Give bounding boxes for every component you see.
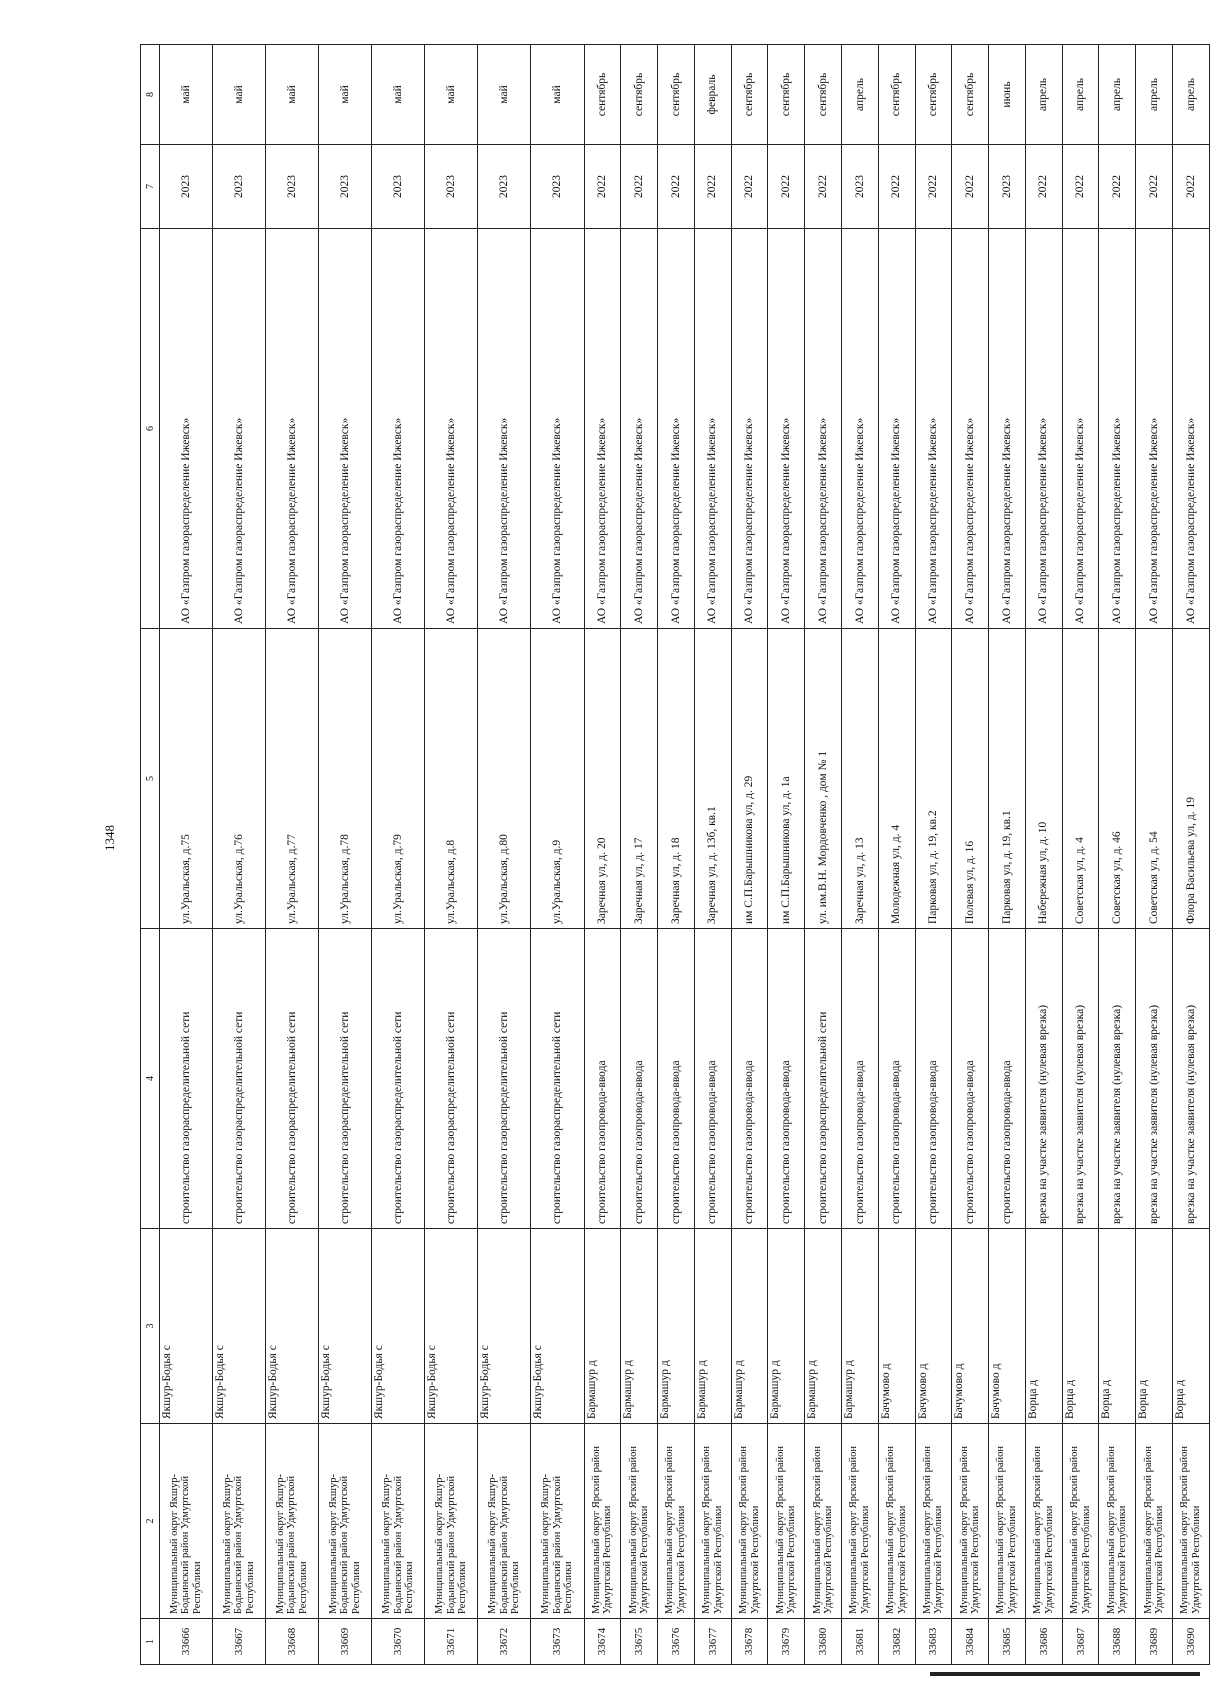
settlement-cell: Якшур-Бодья с <box>425 1229 478 1424</box>
record-number-cell: 33673 <box>531 1619 584 1665</box>
year-cell: 2022 <box>731 145 768 229</box>
month-cell: май <box>319 45 372 145</box>
year-cell: 2022 <box>658 145 695 229</box>
month-cell: сентябрь <box>621 45 658 145</box>
year-cell: 2023 <box>372 145 425 229</box>
record-number-cell: 33680 <box>805 1619 842 1665</box>
table-row <box>731 45 768 1665</box>
address-cell: ул.Уральская, д.80 <box>478 629 531 929</box>
address-cell: Парковая ул, д. 19, кв.1 <box>989 629 1026 929</box>
table-row <box>1025 45 1062 1665</box>
municipality-cell: Муниципальный округ Якшур-Бодьинский район Удмуртской Республики <box>478 1424 531 1619</box>
record-number-cell: 33676 <box>658 1619 695 1665</box>
address-cell: ул. им.В.Н. Мордовченко , дом № 1 <box>805 629 842 929</box>
municipality-cell: Муниципальный округ Ярский район Удмуртской Республики <box>952 1424 989 1619</box>
address-cell: Заречная ул, д. 20 <box>584 629 621 929</box>
address-cell: им С.П.Барышникова ул, д. 29 <box>731 629 768 929</box>
year-cell: 2023 <box>478 145 531 229</box>
settlement-cell: Бармашур д <box>731 1229 768 1424</box>
municipality-cell: Муниципальный округ Ярский район Удмуртской Республики <box>768 1424 805 1619</box>
header-cell: 2 <box>141 1424 160 1619</box>
organization-cell: АО «Газпром газораспределение Ижевск» <box>266 229 319 629</box>
month-cell: апрель <box>1062 45 1099 145</box>
table-row <box>694 45 731 1665</box>
settlement-cell: Якшур-Бодья с <box>266 1229 319 1424</box>
settlement-cell: Бармашур д <box>768 1229 805 1424</box>
table-row <box>952 45 989 1665</box>
address-cell: ул.Уральская, д.75 <box>160 629 213 929</box>
work-type-cell: строительство газопровода-ввода <box>878 929 915 1229</box>
address-cell: ул.Уральская, д.76 <box>213 629 266 929</box>
organization-cell: АО «Газпром газораспределение Ижевск» <box>989 229 1026 629</box>
table-row <box>478 45 531 1665</box>
work-type-cell: врезка на участке заявителя (нулевая врезка) <box>1136 929 1173 1229</box>
organization-cell: АО «Газпром газораспределение Ижевск» <box>878 229 915 629</box>
year-cell: 2022 <box>1099 145 1136 229</box>
rotated-table-wrapper <box>140 45 1210 1665</box>
month-cell: апрель <box>841 45 878 145</box>
municipality-cell: Муниципальный округ Ярский район Удмуртской Республики <box>621 1424 658 1619</box>
organization-cell: АО «Газпром газораспределение Ижевск» <box>915 229 952 629</box>
municipality-cell: Муниципальный округ Ярский район Удмуртской Республики <box>584 1424 621 1619</box>
address-cell: Советская ул, д. 46 <box>1099 629 1136 929</box>
month-cell: май <box>425 45 478 145</box>
table-row <box>621 45 658 1665</box>
settlement-cell: Якшур-Бодья с <box>319 1229 372 1424</box>
table-row <box>1062 45 1099 1665</box>
record-number-cell: 33679 <box>768 1619 805 1665</box>
settlement-cell: Бармашур д <box>584 1229 621 1424</box>
table-row <box>768 45 805 1665</box>
table-row <box>160 45 213 1665</box>
table-row <box>1136 45 1173 1665</box>
work-type-cell: строительство газопровода-ввода <box>768 929 805 1229</box>
month-cell: июнь <box>989 45 1026 145</box>
header-cell: 8 <box>141 45 160 145</box>
settlement-cell: Бачумово д <box>952 1229 989 1424</box>
work-type-cell: строительство газопровода-ввода <box>915 929 952 1229</box>
header-cell: 4 <box>141 929 160 1229</box>
municipality-cell: Муниципальный округ Якшур-Бодьинский район Удмуртской Республики <box>213 1424 266 1619</box>
table-row <box>915 45 952 1665</box>
work-type-cell: строительство газопровода-ввода <box>952 929 989 1229</box>
record-number-cell: 33677 <box>694 1619 731 1665</box>
work-type-cell: строительство газораспределительной сети <box>372 929 425 1229</box>
organization-cell: АО «Газпром газораспределение Ижевск» <box>768 229 805 629</box>
work-type-cell: строительство газораспределительной сети <box>266 929 319 1229</box>
month-cell: февраль <box>694 45 731 145</box>
table-row <box>841 45 878 1665</box>
address-cell: Набережная ул, д. 10 <box>1025 629 1062 929</box>
month-cell: сентябрь <box>768 45 805 145</box>
work-type-cell: врезка на участке заявителя (нулевая врезка) <box>1025 929 1062 1229</box>
address-cell: Полевая ул, д. 16 <box>952 629 989 929</box>
work-type-cell: строительство газораспределительной сети <box>160 929 213 1229</box>
month-cell: май <box>213 45 266 145</box>
organization-cell: АО «Газпром газораспределение Ижевск» <box>805 229 842 629</box>
year-cell: 2023 <box>425 145 478 229</box>
municipality-cell: Муниципальный округ Якшур-Бодьинский район Удмуртской Республики <box>372 1424 425 1619</box>
month-cell: сентябрь <box>805 45 842 145</box>
table-row <box>989 45 1026 1665</box>
address-cell: ул.Уральская, д.8 <box>425 629 478 929</box>
municipality-cell: Муниципальный округ Ярский район Удмуртской Республики <box>1062 1424 1099 1619</box>
month-cell: сентябрь <box>584 45 621 145</box>
organization-cell: АО «Газпром газораспределение Ижевск» <box>1173 229 1210 629</box>
address-cell: Заречная ул, д. 18 <box>658 629 695 929</box>
table-row <box>372 45 425 1665</box>
settlement-cell: Ворца д <box>1062 1229 1099 1424</box>
municipality-cell: Муниципальный округ Ярский район Удмуртской Республики <box>694 1424 731 1619</box>
record-number-cell: 33667 <box>213 1619 266 1665</box>
organization-cell: АО «Газпром газораспределение Ижевск» <box>319 229 372 629</box>
organization-cell: АО «Газпром газораспределение Ижевск» <box>731 229 768 629</box>
year-cell: 2022 <box>1173 145 1210 229</box>
settlement-cell: Бачумово д <box>915 1229 952 1424</box>
settlement-cell: Бачумово д <box>878 1229 915 1424</box>
settlement-cell: Ворца д <box>1173 1229 1210 1424</box>
organization-cell: АО «Газпром газораспределение Ижевск» <box>1099 229 1136 629</box>
month-cell: сентябрь <box>952 45 989 145</box>
municipality-cell: Муниципальный округ Ярский район Удмуртской Республики <box>1136 1424 1173 1619</box>
year-cell: 2022 <box>621 145 658 229</box>
month-cell: май <box>266 45 319 145</box>
year-cell: 2022 <box>878 145 915 229</box>
municipality-cell: Муниципальный округ Якшур-Бодьинский район Удмуртской Республики <box>531 1424 584 1619</box>
organization-cell: АО «Газпром газораспределение Ижевск» <box>425 229 478 629</box>
record-number-cell: 33670 <box>372 1619 425 1665</box>
municipality-cell: Муниципальный округ Ярский район Удмуртской Республики <box>805 1424 842 1619</box>
organization-cell: АО «Газпром газораспределение Ижевск» <box>621 229 658 629</box>
record-number-cell: 33688 <box>1099 1619 1136 1665</box>
year-cell: 2023 <box>841 145 878 229</box>
year-cell: 2023 <box>319 145 372 229</box>
municipality-cell: Муниципальный округ Ярский район Удмуртской Республики <box>915 1424 952 1619</box>
table-row <box>1173 45 1210 1665</box>
settlement-cell: Ворца д <box>1025 1229 1062 1424</box>
settlement-cell: Бармашур д <box>694 1229 731 1424</box>
month-cell: апрель <box>1173 45 1210 145</box>
year-cell: 2023 <box>531 145 584 229</box>
municipality-cell: Муниципальный округ Ярский район Удмуртской Республики <box>1173 1424 1210 1619</box>
page-number: 1348 <box>102 825 117 851</box>
address-cell: Молодежная ул, д. 4 <box>878 629 915 929</box>
year-cell: 2022 <box>915 145 952 229</box>
month-cell: сентябрь <box>878 45 915 145</box>
record-number-cell: 33690 <box>1173 1619 1210 1665</box>
address-cell: Флора Васильева ул, д. 19 <box>1173 629 1210 929</box>
header-cell: 7 <box>141 145 160 229</box>
address-cell: Заречная ул, д. 17 <box>621 629 658 929</box>
month-cell: апрель <box>1099 45 1136 145</box>
table-row <box>878 45 915 1665</box>
month-cell: май <box>478 45 531 145</box>
organization-cell: АО «Газпром газораспределение Ижевск» <box>952 229 989 629</box>
settlement-cell: Бармашур д <box>658 1229 695 1424</box>
record-number-cell: 33689 <box>1136 1619 1173 1665</box>
table-row <box>425 45 478 1665</box>
organization-cell: АО «Газпром газораспределение Ижевск» <box>1025 229 1062 629</box>
year-cell: 2022 <box>694 145 731 229</box>
settlement-cell: Бармашур д <box>621 1229 658 1424</box>
year-cell: 2022 <box>768 145 805 229</box>
month-cell: апрель <box>1136 45 1173 145</box>
table-row <box>266 45 319 1665</box>
year-cell: 2022 <box>1136 145 1173 229</box>
settlement-cell: Ворца д <box>1136 1229 1173 1424</box>
work-type-cell: строительство газораспределительной сети <box>425 929 478 1229</box>
year-cell: 2023 <box>266 145 319 229</box>
record-number-cell: 33687 <box>1062 1619 1099 1665</box>
table-row <box>531 45 584 1665</box>
organization-cell: АО «Газпром газораспределение Ижевск» <box>694 229 731 629</box>
record-number-cell: 33666 <box>160 1619 213 1665</box>
municipality-cell: Муниципальный округ Якшур-Бодьинский район Удмуртской Республики <box>425 1424 478 1619</box>
work-type-cell: строительство газораспределительной сети <box>805 929 842 1229</box>
bottom-rule <box>930 1672 1200 1676</box>
record-number-cell: 33686 <box>1025 1619 1062 1665</box>
year-cell: 2023 <box>160 145 213 229</box>
year-cell: 2023 <box>213 145 266 229</box>
year-cell: 2022 <box>1062 145 1099 229</box>
settlement-cell: Якшур-Бодья с <box>372 1229 425 1424</box>
work-type-cell: строительство газопровода-ввода <box>731 929 768 1229</box>
month-cell: май <box>372 45 425 145</box>
header-cell: 5 <box>141 629 160 929</box>
table-row <box>584 45 621 1665</box>
year-cell: 2022 <box>952 145 989 229</box>
record-number-cell: 33671 <box>425 1619 478 1665</box>
month-cell: май <box>531 45 584 145</box>
record-number-cell: 33683 <box>915 1619 952 1665</box>
settlement-cell: Бармашур д <box>841 1229 878 1424</box>
settlement-cell: Бачумово д <box>989 1229 1026 1424</box>
record-number-cell: 33674 <box>584 1619 621 1665</box>
work-type-cell: строительство газопровода-ввода <box>841 929 878 1229</box>
record-number-cell: 33669 <box>319 1619 372 1665</box>
organization-cell: АО «Газпром газораспределение Ижевск» <box>658 229 695 629</box>
work-type-cell: строительство газораспределительной сети <box>478 929 531 1229</box>
organization-cell: АО «Газпром газораспределение Ижевск» <box>531 229 584 629</box>
organization-cell: АО «Газпром газораспределение Ижевск» <box>213 229 266 629</box>
municipality-cell: Муниципальный округ Ярский район Удмуртской Республики <box>878 1424 915 1619</box>
address-cell: ул.Уральская, д.78 <box>319 629 372 929</box>
gasification-table <box>140 44 1210 1665</box>
month-cell: сентябрь <box>731 45 768 145</box>
work-type-cell: строительство газопровода-ввода <box>621 929 658 1229</box>
address-cell: Советская ул, д. 54 <box>1136 629 1173 929</box>
record-number-cell: 33685 <box>989 1619 1026 1665</box>
work-type-cell: строительство газопровода-ввода <box>989 929 1026 1229</box>
organization-cell: АО «Газпром газораспределение Ижевск» <box>841 229 878 629</box>
record-number-cell: 33668 <box>266 1619 319 1665</box>
organization-cell: АО «Газпром газораспределение Ижевск» <box>478 229 531 629</box>
address-cell: ул.Уральская, д.77 <box>266 629 319 929</box>
work-type-cell: строительство газопровода-ввода <box>694 929 731 1229</box>
municipality-cell: Муниципальный округ Ярский район Удмуртской Республики <box>731 1424 768 1619</box>
settlement-cell: Ворца д <box>1099 1229 1136 1424</box>
record-number-cell: 33672 <box>478 1619 531 1665</box>
record-number-cell: 33681 <box>841 1619 878 1665</box>
table-row <box>1099 45 1136 1665</box>
municipality-cell: Муниципальный округ Ярский район Удмуртской Республики <box>1099 1424 1136 1619</box>
header-row <box>141 45 160 1665</box>
table-row <box>805 45 842 1665</box>
work-type-cell: врезка на участке заявителя (нулевая врезка) <box>1099 929 1136 1229</box>
settlement-cell: Якшур-Бодья с <box>213 1229 266 1424</box>
month-cell: май <box>160 45 213 145</box>
year-cell: 2022 <box>805 145 842 229</box>
header-cell: 3 <box>141 1229 160 1424</box>
work-type-cell: строительство газораспределительной сети <box>319 929 372 1229</box>
record-number-cell: 33684 <box>952 1619 989 1665</box>
year-cell: 2023 <box>989 145 1026 229</box>
address-cell: Заречная ул, д. 13б, кв.1 <box>694 629 731 929</box>
work-type-cell: строительство газопровода-ввода <box>658 929 695 1229</box>
settlement-cell: Бармашур д <box>805 1229 842 1424</box>
year-cell: 2022 <box>584 145 621 229</box>
month-cell: апрель <box>1025 45 1062 145</box>
address-cell: Заречная ул, д. 13 <box>841 629 878 929</box>
municipality-cell: Муниципальный округ Якшур-Бодьинский район Удмуртской Республики <box>266 1424 319 1619</box>
work-type-cell: строительство газопровода-ввода <box>584 929 621 1229</box>
organization-cell: АО «Газпром газораспределение Ижевск» <box>584 229 621 629</box>
organization-cell: АО «Газпром газораспределение Ижевск» <box>160 229 213 629</box>
month-cell: сентябрь <box>658 45 695 145</box>
table-row <box>658 45 695 1665</box>
settlement-cell: Якшур-Бодья с <box>478 1229 531 1424</box>
municipality-cell: Муниципальный округ Ярский район Удмуртской Республики <box>989 1424 1026 1619</box>
table-row <box>319 45 372 1665</box>
municipality-cell: Муниципальный округ Ярский район Удмуртской Республики <box>658 1424 695 1619</box>
organization-cell: АО «Газпром газораспределение Ижевск» <box>1062 229 1099 629</box>
month-cell: сентябрь <box>915 45 952 145</box>
work-type-cell: врезка на участке заявителя (нулевая врезка) <box>1173 929 1210 1229</box>
header-cell: 1 <box>141 1619 160 1665</box>
municipality-cell: Муниципальный округ Ярский район Удмуртской Республики <box>841 1424 878 1619</box>
record-number-cell: 33675 <box>621 1619 658 1665</box>
municipality-cell: Муниципальный округ Ярский район Удмуртской Республики <box>1025 1424 1062 1619</box>
settlement-cell: Якшур-Бодья с <box>531 1229 584 1424</box>
header-cell: 6 <box>141 229 160 629</box>
organization-cell: АО «Газпром газораспределение Ижевск» <box>372 229 425 629</box>
record-number-cell: 33682 <box>878 1619 915 1665</box>
municipality-cell: Муниципальный округ Якшур-Бодьинский район Удмуртской Республики <box>160 1424 213 1619</box>
address-cell: ул.Уральская, д.9 <box>531 629 584 929</box>
year-cell: 2022 <box>1025 145 1062 229</box>
work-type-cell: строительство газораспределительной сети <box>213 929 266 1229</box>
municipality-cell: Муниципальный округ Якшур-Бодьинский район Удмуртской Республики <box>319 1424 372 1619</box>
work-type-cell: врезка на участке заявителя (нулевая врезка) <box>1062 929 1099 1229</box>
address-cell: Парковая ул, д. 19, кв.2 <box>915 629 952 929</box>
table-row <box>213 45 266 1665</box>
organization-cell: АО «Газпром газораспределение Ижевск» <box>1136 229 1173 629</box>
work-type-cell: строительство газораспределительной сети <box>531 929 584 1229</box>
settlement-cell: Якшур-Бодья с <box>160 1229 213 1424</box>
table-body <box>160 45 1210 1665</box>
address-cell: им С.П.Барышникова ул, д. 1а <box>768 629 805 929</box>
record-number-cell: 33678 <box>731 1619 768 1665</box>
address-cell: Советская ул, д. 4 <box>1062 629 1099 929</box>
address-cell: ул.Уральская, д.79 <box>372 629 425 929</box>
